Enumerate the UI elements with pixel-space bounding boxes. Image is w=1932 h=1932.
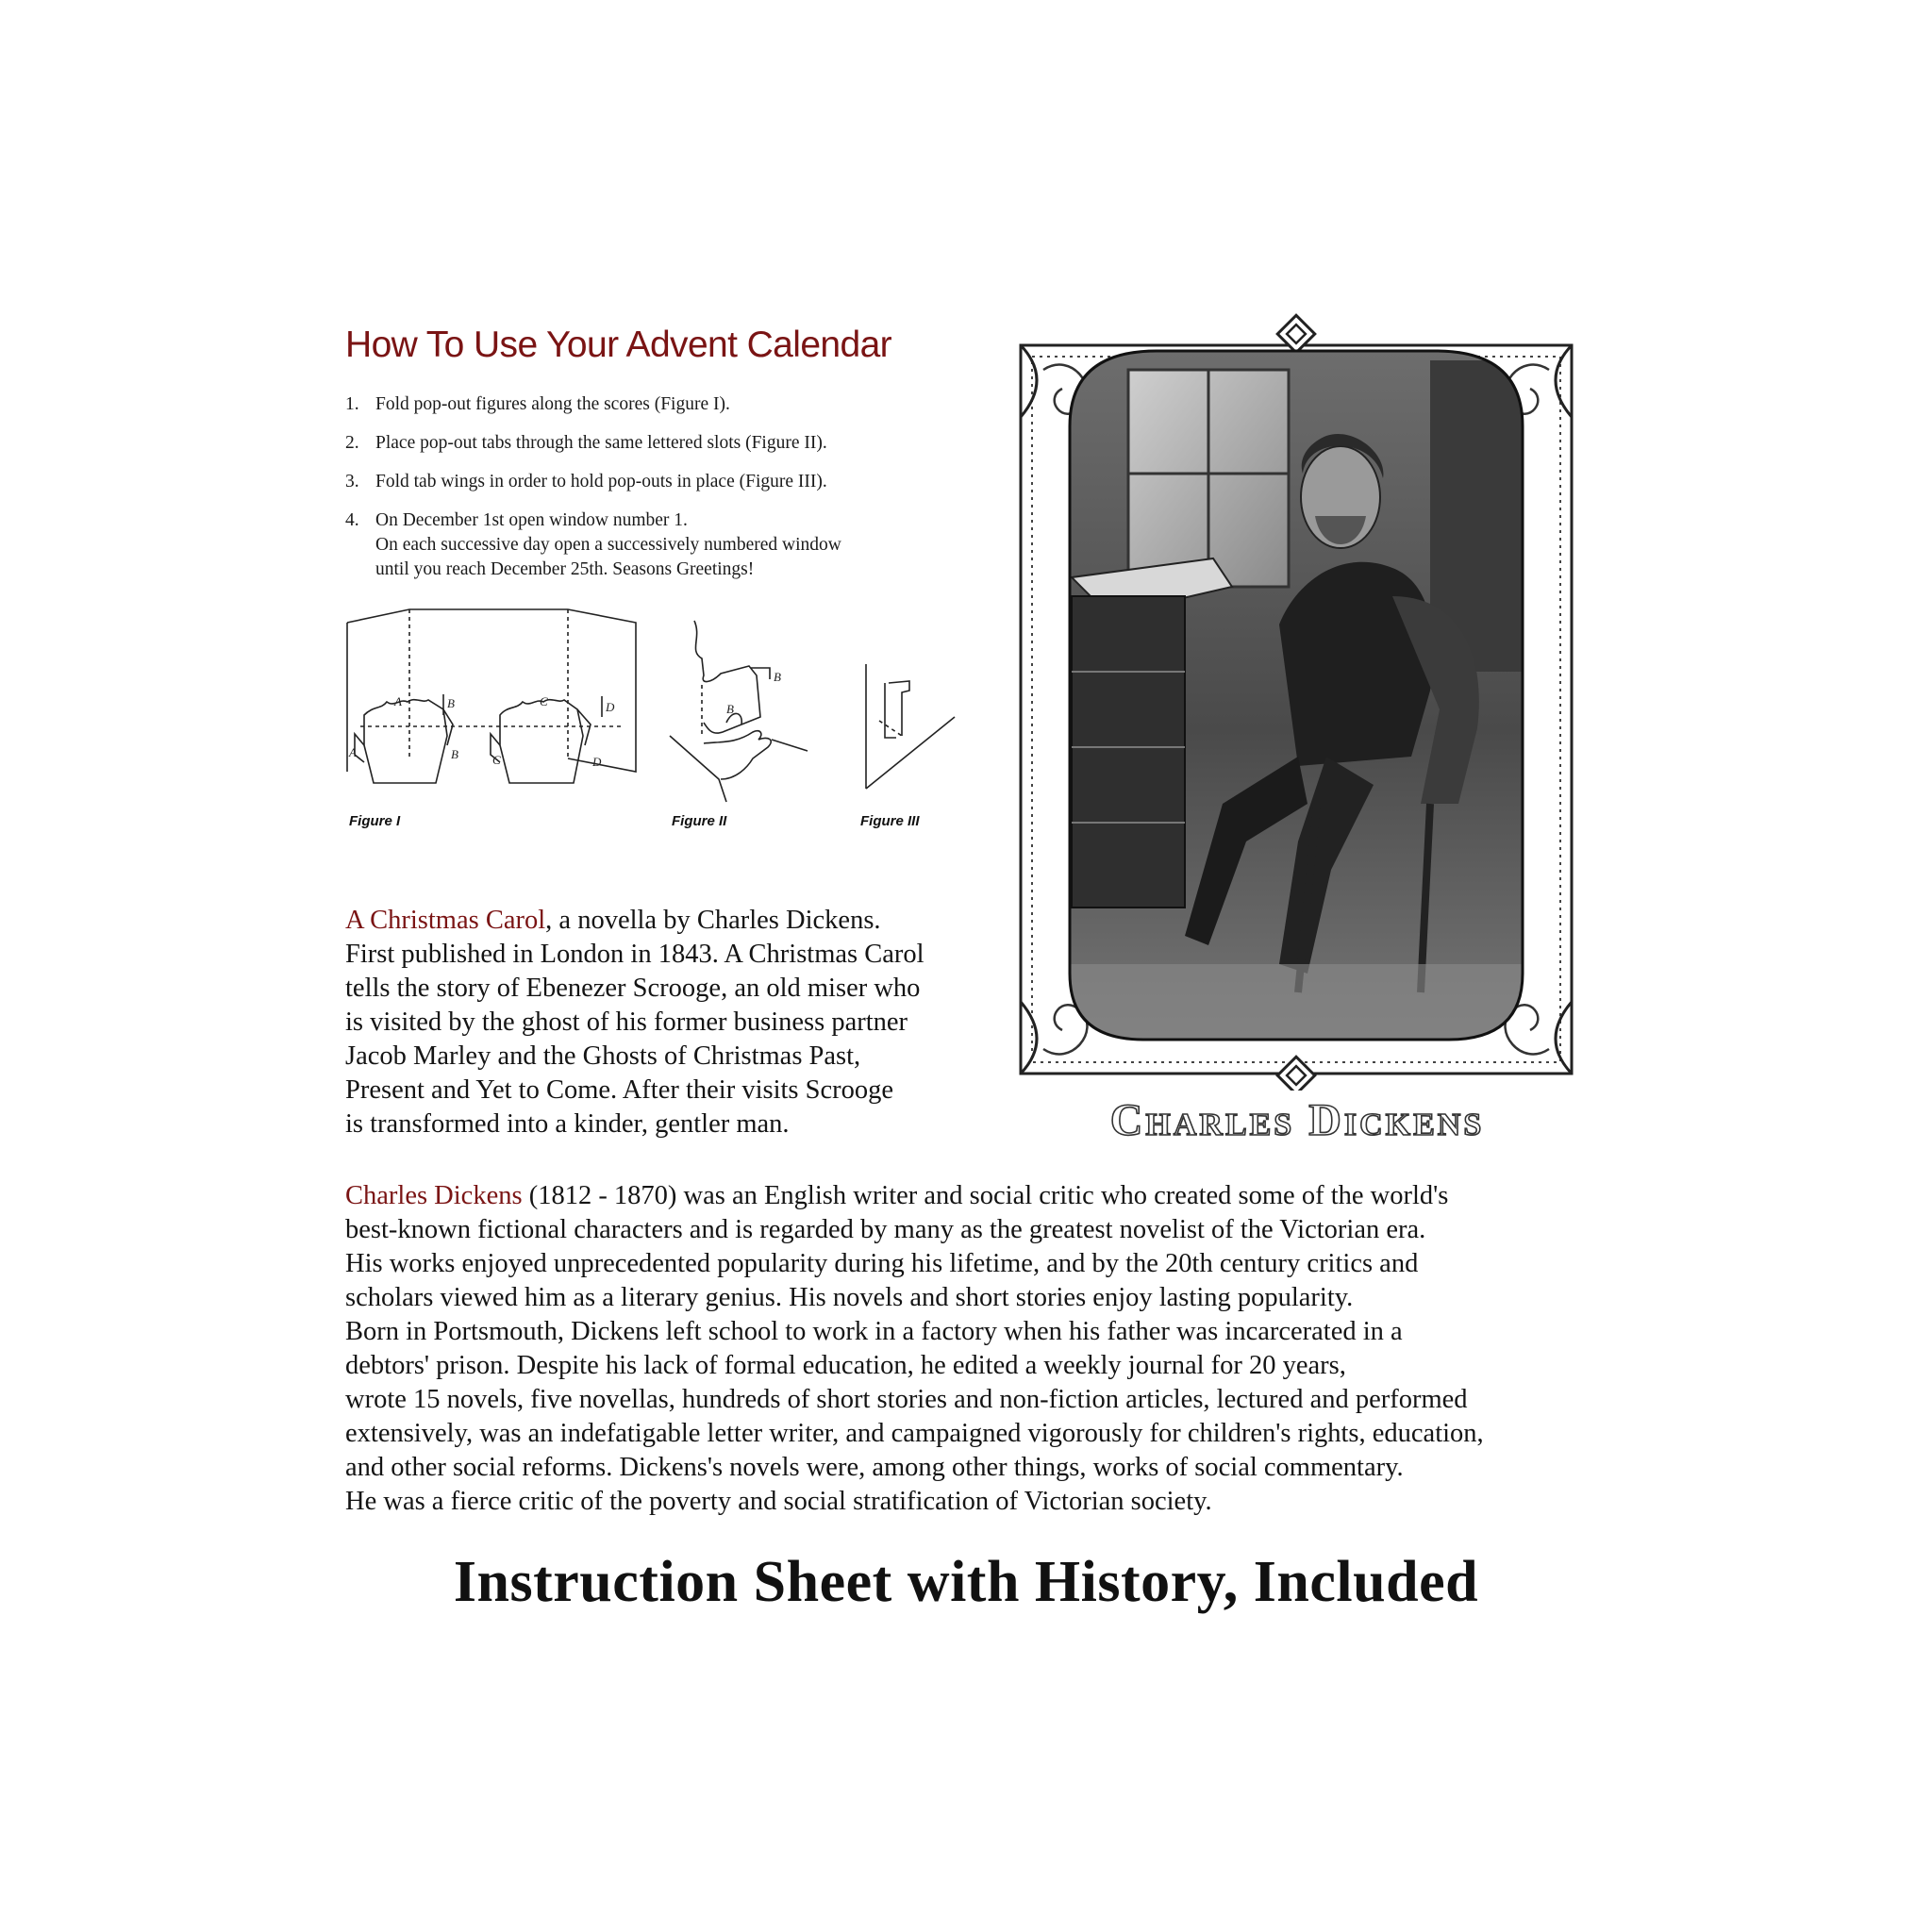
paragraph-line: Present and Yet to Come. After their visits Scrooge [345,1075,894,1105]
instruction-step [345,470,1006,494]
christmas-carol-paragraph [345,904,1024,1141]
figure-torso [1279,562,1434,766]
step-text: Fold pop-out figures along the scores (Figure I). [375,394,730,414]
slot-letter-d: D [592,755,602,769]
paragraph-line: Jacob Marley and the Ghosts of Christmas Past, [345,1041,861,1071]
paragraph-line: is transformed into a kinder, gentler man. [345,1109,790,1139]
instruction-step [345,431,1006,456]
slot-letter-d: D [606,700,615,714]
step-text: Place pop-out tabs through the same lettered slots (Figure II). [375,433,827,453]
step-text: On December 1st open window number 1. On each successive day open a successively numbered window until you reach December 25th. Seasons Greetings! [375,510,841,579]
step-number: 1. [345,394,359,414]
footer-banner: Instruction Sheet with History, Included [453,1550,1479,1614]
slot-letter-b: B [451,747,458,761]
slot-letter-a: A [394,694,402,708]
paragraph-line: First published in London in 1843. A Christmas Carol [345,940,924,969]
paragraph-line-text: , a novella by Charles Dickens. [545,906,881,935]
paragraph-line: extensively, was an indefatigable letter writer, and campaigned vigorously for children's rights, education, [345,1419,1484,1448]
engraving-scene [1062,341,1534,1049]
floor [1062,964,1534,1049]
figure-one-diagram [341,604,643,802]
dickens-bio-paragraph [345,1179,1657,1519]
slot-letter-b: B [774,670,781,684]
paragraph-line: Born in Portsmouth, Dickens left school to work in a factory when his father was incarcerated in a [345,1317,1403,1346]
paragraph-line: He was a fierce critic of the poverty and social stratification of Victorian society. [345,1487,1212,1516]
paragraph-line: debtors' prison. Despite his lack of formal education, he edited a weekly journal for 20 years, [345,1351,1346,1380]
slot-letter-c: C [492,753,501,767]
christmas-carol-heading: A Christmas Carol [345,906,546,935]
figure-two-diagram [666,619,817,808]
paragraph-line: His works enjoyed unprecedented popularity during his lifetime, and by the 20th century critics and [345,1249,1419,1278]
instructions-title: How To Use Your Advent Calendar [345,325,892,365]
slot-letter-a: A [349,745,357,759]
slot-letter-b: B [447,696,455,710]
paragraph-line: is visited by the ghost of his former business partner [345,1008,908,1037]
figure-three-label: Figure III [860,813,920,829]
slot-letter-b: B [726,702,734,716]
step-number: 4. [345,510,359,530]
dickens-bio-heading: Charles Dickens [345,1181,523,1210]
dickens-portrait-image [1015,313,1577,1091]
step-number: 2. [345,433,359,453]
slot-letter-c: C [540,694,548,708]
instruction-step [345,392,1006,417]
paragraph-line [345,1179,1657,1213]
desk-drawers [1072,596,1185,908]
step-text: Fold tab wings in order to hold pop-outs in place (Figure III). [375,472,827,491]
step-number: 3. [345,472,359,491]
paragraph-line: and other social reforms. Dickens's novels were, among other things, works of social commentary. [345,1453,1404,1482]
instruction-step [345,508,1006,582]
figure-two-label: Figure II [672,813,727,829]
paragraph-line: tells the story of Ebenezer Scrooge, an old miser who [345,974,921,1003]
paragraph-line: wrote 15 novels, five novellas, hundreds of short stories and non-fiction articles, lectured and performed [345,1385,1468,1414]
portrait-caption: Charles Dickens [1109,1095,1485,1145]
paragraph-line: scholars viewed him as a literary genius. His novels and short stories enjoy lasting popularity. [345,1283,1354,1312]
instruction-steps [345,392,1006,596]
paragraph-line [345,904,1024,938]
paragraph-line: best-known fictional characters and is regarded by many as the greatest novelist of the Victorian era. [345,1215,1426,1244]
figure-three-diagram [860,660,964,802]
frame-top-knot-ornament [1277,315,1315,353]
paragraph-line-text: (1812 - 1870) was an English writer and social critic who created some of the world's [522,1181,1449,1210]
figure-one-label: Figure I [349,813,401,829]
